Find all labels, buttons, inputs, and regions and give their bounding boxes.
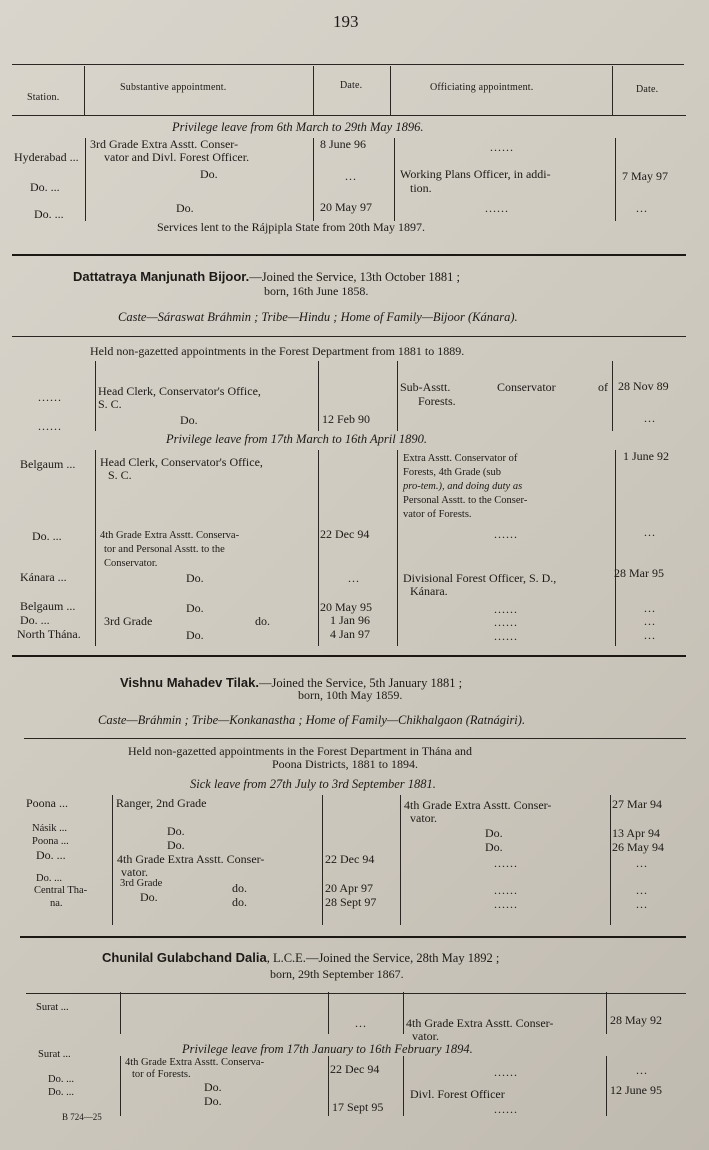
officiating-appointment: Working Plans Officer, in addi- [400, 167, 551, 181]
col-divider [606, 992, 607, 1034]
date: 28 Nov 89 [618, 379, 669, 393]
substantive-appointment: 3rd Grade [104, 614, 153, 628]
dots: ...... [494, 527, 518, 541]
col-divider [318, 450, 319, 646]
joined-text: —Joined the Service, 28th May 1892 ; [305, 951, 500, 965]
station: Surat ... [38, 1049, 71, 1060]
station: Surat ... [36, 1002, 69, 1013]
officiating-appointment: Kánara. [410, 584, 448, 598]
station: na. [50, 898, 63, 909]
substantive-appointment: S. C. [108, 468, 132, 482]
date: 27 Mar 94 [612, 797, 662, 811]
substantive-appointment: Do. [186, 628, 204, 642]
station: Poona ... [32, 836, 69, 847]
col-divider [615, 450, 616, 646]
header-bottom-rule [12, 115, 686, 116]
caste-line: Caste—Bráhmin ; Tribe—Konkanastha ; Home of Family—Chikhalgaon (Ratnágiri). [98, 713, 526, 727]
date: 1 June 92 [623, 449, 669, 463]
substantive-appointment: 4th Grade Extra Asstt. Conserva- [100, 530, 240, 541]
header-substantive: Substantive appointment. [120, 82, 227, 93]
station: Central Tha- [34, 885, 88, 896]
dots: ... [345, 169, 357, 183]
leave-note: Privilege leave from 17th January to 16th February 1894. [182, 1042, 473, 1056]
date: 20 Apr 97 [325, 881, 373, 895]
substantive-appointment: Do. [186, 601, 204, 615]
dots: ...... [494, 602, 518, 616]
dots: ... [644, 614, 656, 628]
officer-heading [73, 269, 460, 285]
col-divider [610, 795, 611, 925]
dots: ... [644, 628, 656, 642]
substantive-appointment: do. [232, 881, 247, 895]
col-divider [390, 66, 391, 116]
header-date: Date. [636, 84, 659, 95]
officiating-appointment: Conservator [497, 380, 556, 394]
substantive-appointment: Do. [186, 571, 204, 585]
dots: ...... [38, 390, 62, 404]
col-divider [612, 361, 613, 431]
dots: ...... [494, 629, 518, 643]
substantive-appointment: Do. [167, 838, 185, 852]
date: 12 Feb 90 [322, 412, 370, 426]
dots: ...... [494, 856, 518, 870]
date: 7 May 97 [622, 169, 668, 183]
section-rule [12, 655, 686, 657]
station: Do. ... [48, 1074, 74, 1085]
officiating-appointment: Forests, 4th Grade (sub [403, 467, 501, 478]
col-divider [85, 138, 86, 221]
col-divider [84, 66, 85, 116]
officiating-appointment: vator. [412, 1029, 439, 1043]
section-rule [24, 738, 686, 739]
substantive-appointment: Ranger, 2nd Grade [116, 796, 207, 810]
col-divider [606, 1056, 607, 1116]
section-rule [12, 336, 686, 337]
leave-note: Privilege leave from 6th March to 29th May 1896. [172, 120, 424, 134]
substantive-appointment: Do. [140, 890, 158, 904]
col-divider [397, 450, 398, 646]
officer-name: Dattatraya Manjunath Bijoor. [73, 269, 250, 284]
date: 28 Mar 95 [614, 566, 664, 580]
date: 28 Sept 97 [325, 895, 377, 909]
col-divider [403, 992, 404, 1034]
station: Poona ... [26, 796, 68, 810]
substantive-appointment: tor and Personal Asstt. to the [104, 544, 225, 555]
date: 20 May 95 [320, 600, 372, 614]
header-station: Station. [27, 92, 60, 103]
substantive-appointment: 3rd Grade [120, 878, 163, 889]
col-divider [313, 66, 314, 116]
header-officiating: Officiating appointment. [430, 82, 534, 93]
dots: ... [644, 601, 656, 615]
header-top-rule [12, 64, 684, 65]
held-note: Held non-gazetted appointments in the Forest Department from 1881 to 1889. [90, 344, 465, 358]
date: 28 May 92 [610, 1013, 662, 1027]
held-note: Held non-gazetted appointments in the Forest Department in Thána and [128, 744, 473, 758]
col-divider [95, 361, 96, 431]
col-divider [615, 138, 616, 221]
col-divider [400, 795, 401, 925]
col-divider [318, 361, 319, 431]
substantive-appointment: Do. [204, 1080, 222, 1094]
officer-name: Chunilal Gulabchand Dalia [102, 950, 267, 965]
col-divider [328, 1056, 329, 1116]
date: 26 May 94 [612, 840, 664, 854]
officiating-appointment: Divisional Forest Officer, S. D., [403, 571, 557, 585]
substantive-appointment: Head Clerk, Conservator's Office, [98, 384, 261, 398]
officer-heading [120, 675, 462, 691]
officiating-appointment: 4th Grade Extra Asstt. Conser- [406, 1016, 554, 1030]
header-date: Date. [340, 80, 363, 91]
substantive-appointment: Do. [200, 167, 218, 181]
col-divider [120, 1056, 121, 1116]
dots: ... [355, 1016, 367, 1030]
dots: ... [644, 411, 656, 425]
born-text: born, 10th May 1859. [298, 688, 403, 702]
dots: ...... [494, 1065, 518, 1079]
date: 8 June 96 [320, 137, 366, 151]
date: 20 May 97 [320, 200, 372, 214]
col-divider [397, 361, 398, 431]
officiating-appointment: pro-tem.), and doing duty as [403, 481, 523, 492]
held-note: Poona Districts, 1881 to 1894. [272, 757, 418, 771]
born-text: born, 29th September 1867. [270, 967, 404, 981]
substantive-appointment: vator and Divl. Forest Officer. [104, 150, 250, 164]
dots: ...... [494, 1102, 518, 1116]
officiating-appointment: of [598, 380, 608, 394]
dots: ...... [494, 615, 518, 629]
substantive-appointment: Conservator. [104, 558, 158, 569]
col-divider [394, 138, 395, 221]
date: 1 Jan 96 [330, 613, 370, 627]
dots: ... [644, 525, 656, 539]
date: 13 Apr 94 [612, 826, 660, 840]
col-divider [95, 450, 96, 646]
dots: ... [348, 571, 360, 585]
date: 17 Sept 95 [332, 1100, 384, 1114]
station: Do. ... [30, 180, 60, 194]
substantive-appointment: 4th Grade Extra Asstt. Conser- [117, 852, 265, 866]
substantive-appointment: tor of Forests. [132, 1069, 191, 1080]
substantive-appointment: 3rd Grade Extra Asstt. Conser- [90, 137, 239, 151]
officiating-appointment: Divl. Forest Officer [410, 1087, 505, 1101]
officiating-appointment: vator of Forests. [403, 509, 472, 520]
degree-text: , L.C.E. [266, 951, 306, 965]
leave-note: Sick leave from 27th July to 3rd September 1881. [190, 777, 436, 791]
date: 4 Jan 97 [330, 627, 370, 641]
section-rule [12, 254, 686, 256]
station: Do. ... [36, 873, 62, 884]
date: 12 June 95 [610, 1083, 662, 1097]
officiating-appointment: Sub-Asstt. [400, 380, 451, 394]
station: Do. ... [36, 848, 66, 862]
col-divider [612, 66, 613, 116]
col-divider [112, 795, 113, 925]
col-divider [328, 992, 329, 1034]
col-divider [313, 138, 314, 221]
officiating-appointment: Do. [485, 840, 503, 854]
caste-line: Caste—Sáraswat Bráhmin ; Tribe—Hindu ; Home of Family—Bijoor (Kánara). [118, 310, 518, 324]
station: Do. ... [20, 613, 50, 627]
dots: ...... [490, 140, 514, 154]
officer-name: Vishnu Mahadev Tilak. [120, 675, 259, 690]
service-note: Services lent to the Rájpipla State from 20th May 1897. [157, 220, 425, 234]
substantive-appointment: do. [255, 614, 270, 628]
leave-note: Privilege leave from 17th March to 16th April 1890. [166, 432, 427, 446]
date: 22 Dec 94 [325, 852, 375, 866]
station: Kánara ... [20, 570, 67, 584]
date: 22 Dec 94 [320, 527, 370, 541]
officiating-appointment: Extra Asstt. Conservator of [403, 453, 518, 464]
substantive-appointment: Head Clerk, Conservator's Office, [100, 455, 263, 469]
col-divider [322, 795, 323, 925]
station: Do. ... [48, 1087, 74, 1098]
dots: ...... [38, 419, 62, 433]
date: 22 Dec 94 [330, 1062, 380, 1076]
officiating-appointment: tion. [410, 181, 432, 195]
station: Do. ... [34, 207, 64, 221]
substantive-appointment: vator. [121, 865, 148, 879]
born-text: born, 16th June 1858. [264, 284, 369, 298]
substantive-appointment: 4th Grade Extra Asstt. Conserva- [125, 1057, 265, 1068]
officiating-appointment: 4th Grade Extra Asstt. Conser- [404, 798, 552, 812]
officer-heading [102, 950, 499, 966]
dots: ... [636, 201, 648, 215]
page-number: 193 [333, 12, 359, 31]
station: North Thána. [17, 627, 81, 641]
dots: ...... [494, 897, 518, 911]
section-rule [20, 936, 686, 938]
dots: ...... [485, 201, 509, 215]
substantive-appointment: S. C. [98, 397, 122, 411]
col-divider [120, 992, 121, 1034]
printer-mark: B 724—25 [62, 1112, 102, 1122]
substantive-appointment: Do. [176, 201, 194, 215]
officiating-appointment: Do. [485, 826, 503, 840]
station: Hyderabad ... [14, 150, 79, 164]
col-divider [403, 1056, 404, 1116]
dots: ... [636, 1063, 648, 1077]
dots: ... [636, 897, 648, 911]
station: Belgaum ... [20, 599, 76, 613]
officiating-appointment: Personal Asstt. to the Conser- [403, 495, 528, 506]
dots: ...... [494, 883, 518, 897]
station: Násik ... [32, 823, 67, 834]
substantive-appointment: Do. [167, 824, 185, 838]
dots: ... [636, 856, 648, 870]
officiating-appointment: vator. [410, 811, 437, 825]
dots: ... [636, 883, 648, 897]
substantive-appointment: Do. [204, 1094, 222, 1108]
station: Do. ... [32, 529, 62, 543]
section-rule [26, 993, 686, 994]
officiating-appointment: Forests. [418, 394, 456, 408]
substantive-appointment: do. [232, 895, 247, 909]
station: Belgaum ... [20, 457, 76, 471]
joined-text: —Joined the Service, 13th October 1881 ; [249, 270, 460, 284]
substantive-appointment: Do. [180, 413, 198, 427]
joined-text: —Joined the Service, 5th January 1881 ; [258, 676, 463, 690]
